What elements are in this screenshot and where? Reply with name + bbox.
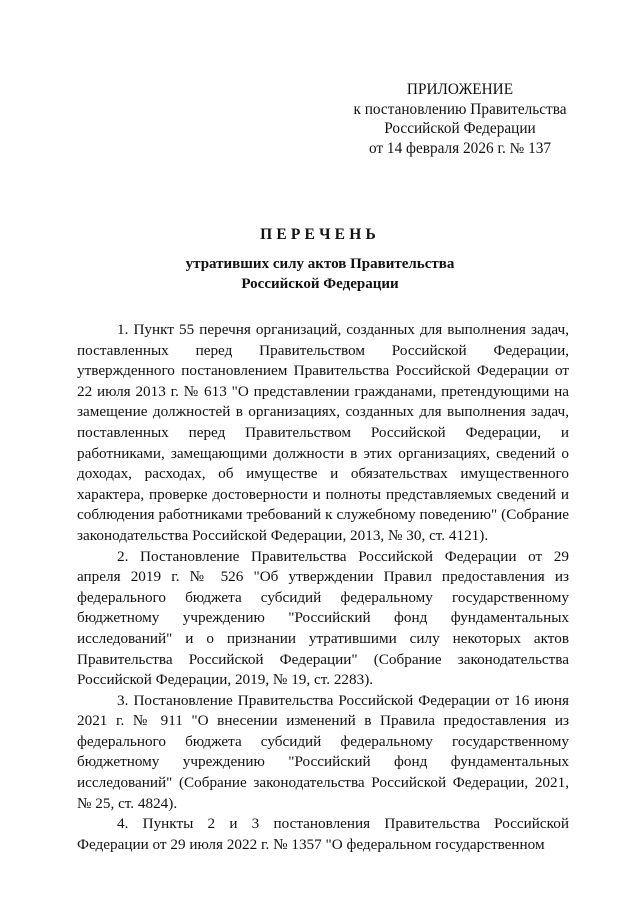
- document-heading: [0, 225, 640, 294]
- appendix-header: [345, 80, 575, 158]
- subtitle-line-2: Российской Федерации: [241, 275, 399, 292]
- document-title: ПЕРЕЧЕНЬ: [260, 226, 380, 243]
- appendix-reference: к постановлению Правительства: [353, 100, 567, 118]
- document-body: [77, 320, 569, 855]
- appendix-date-number: от 14 февраля 2026 г. № 137: [368, 139, 552, 157]
- list-item-3: 3. Постановление Правительства Российской Федерации от 16 июня 2021 г. № 911 "О внесении изменений в Правила предоставления из федерального бюджета субсидий федеральному государственному бюджетному учреждению "Российский фонд фундаментальных исследований" (Собрание законодательства Российской Федерации, 2021, № 25, ст. 4824).: [77, 691, 569, 812]
- appendix-authority: Российской Федерации: [384, 120, 536, 137]
- list-item-1: 1. Пункт 55 перечня организаций, созданных для выполнения задач, поставленных перед Правительством Российской Федерации, утвержденного постановлением Правительства Российской Федерации от 22 июля 2013 г. № 613 "О представлении гражданами, претендующими на замещение должностей в организациях, созданных для выполнения задач, поставленных перед Правительством Российской Федерации, и работниками, замещающими должности в этих организациях, сведений о доходах, расходах, об имуществе и обязательствах имущественного характера, проверке достоверности и полноты представляемых сведений и соблюдения работниками требований к служебному поведению" (Собрание законодательства Российской Федерации, 2013, № 30, ст. 4121).: [77, 321, 569, 544]
- list-item-2: 2. Постановление Правительства Российской Федерации от 29 апреля 2019 г. № 526 "Об утверждении Правил предоставления из федерального бюджета субсидий федеральному государственному бюджетному учреждению "Российский фонд фундаментальных исследований" и о признании утратившими силу некоторых актов Правительства Российской Федерации" (Собрание законодательства Российской Федерации, 2019, № 19, ст. 2283).: [77, 547, 569, 689]
- document-subtitle: [0, 255, 640, 294]
- list-item-4: 4. Пункты 2 и 3 постановления Правительства Российской Федерации от 29 июля 2022 г. № 1357 "О федеральном государственном: [77, 815, 569, 853]
- subtitle-line-1: утративших силу актов Правительства: [185, 256, 455, 272]
- appendix-label: ПРИЛОЖЕНИЕ: [406, 81, 514, 98]
